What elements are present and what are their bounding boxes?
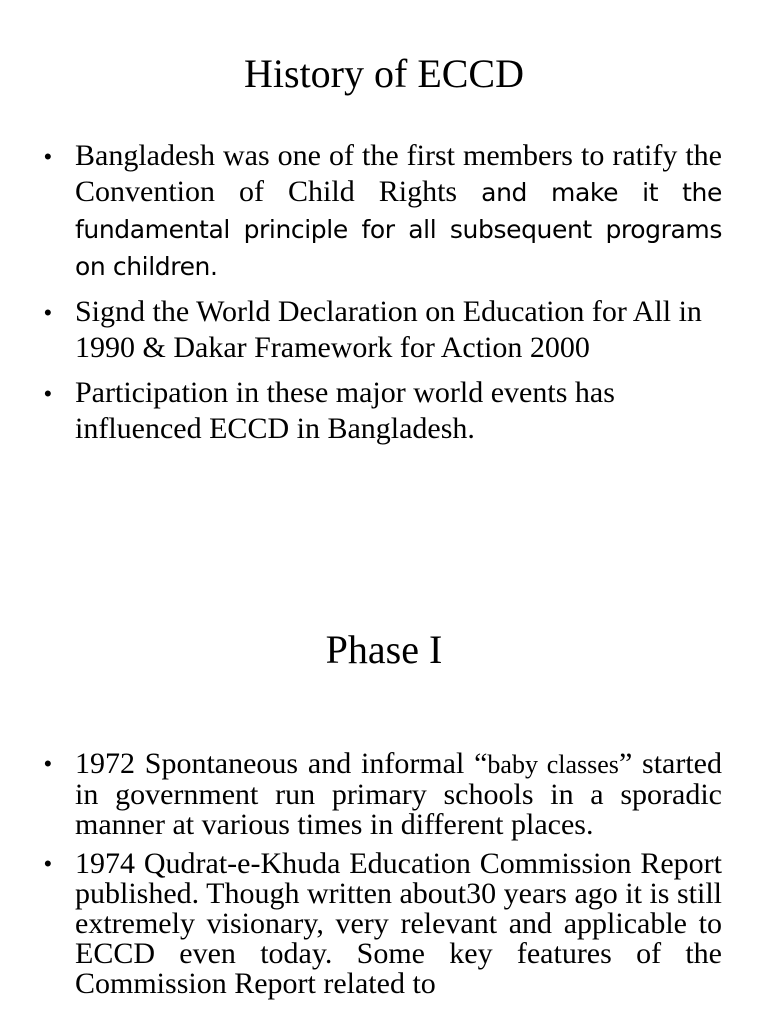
bullet-text-tail: ” started in government run primary schools in a sporadic manner at various times in different places. bbox=[75, 747, 723, 841]
bullet-marker: • bbox=[44, 300, 52, 325]
bullet-text-serif: Bangladesh was one of the first members to ratify the Convention of Child Rights bbox=[75, 139, 722, 208]
bullet-marker: • bbox=[44, 751, 52, 776]
bullet-text-quoted: baby classes bbox=[487, 750, 619, 779]
list-item bbox=[44, 375, 722, 447]
bullet-marker: • bbox=[44, 851, 52, 876]
list-item bbox=[44, 294, 722, 366]
slide-title-history: History of ECCD bbox=[244, 51, 524, 96]
bullet-text-sans: and make it the fundamental principle for all subsequent programs on children. bbox=[75, 178, 722, 281]
bullet-text-lead: 1972 Spontaneous and informal “ bbox=[75, 747, 488, 780]
bullet-marker: • bbox=[44, 381, 52, 406]
bullet-text: 1974 Qudrat-e-Khuda Education Commission Report published. Though written about30 years ago it is still extremely visionary, very relevant and applicable to ECCD even today. Some key features of the Commission Report related to bbox=[75, 847, 722, 1000]
bullet-text bbox=[75, 749, 722, 840]
list-item bbox=[44, 749, 722, 840]
history-bullet-list bbox=[44, 138, 722, 456]
list-item bbox=[44, 849, 722, 999]
list-item bbox=[44, 138, 722, 285]
bullet-text: Participation in these major world events has influenced ECCD in Bangladesh. bbox=[75, 376, 615, 445]
phase-i-bullet-list bbox=[44, 749, 722, 1008]
bullet-marker: • bbox=[44, 144, 52, 169]
slide-title-phase-i: Phase I bbox=[325, 627, 443, 672]
bullet-text bbox=[75, 138, 722, 285]
bullet-text: Signd the World Declaration on Education for All in 1990 & Dakar Framework for Action 2000 bbox=[75, 295, 702, 364]
